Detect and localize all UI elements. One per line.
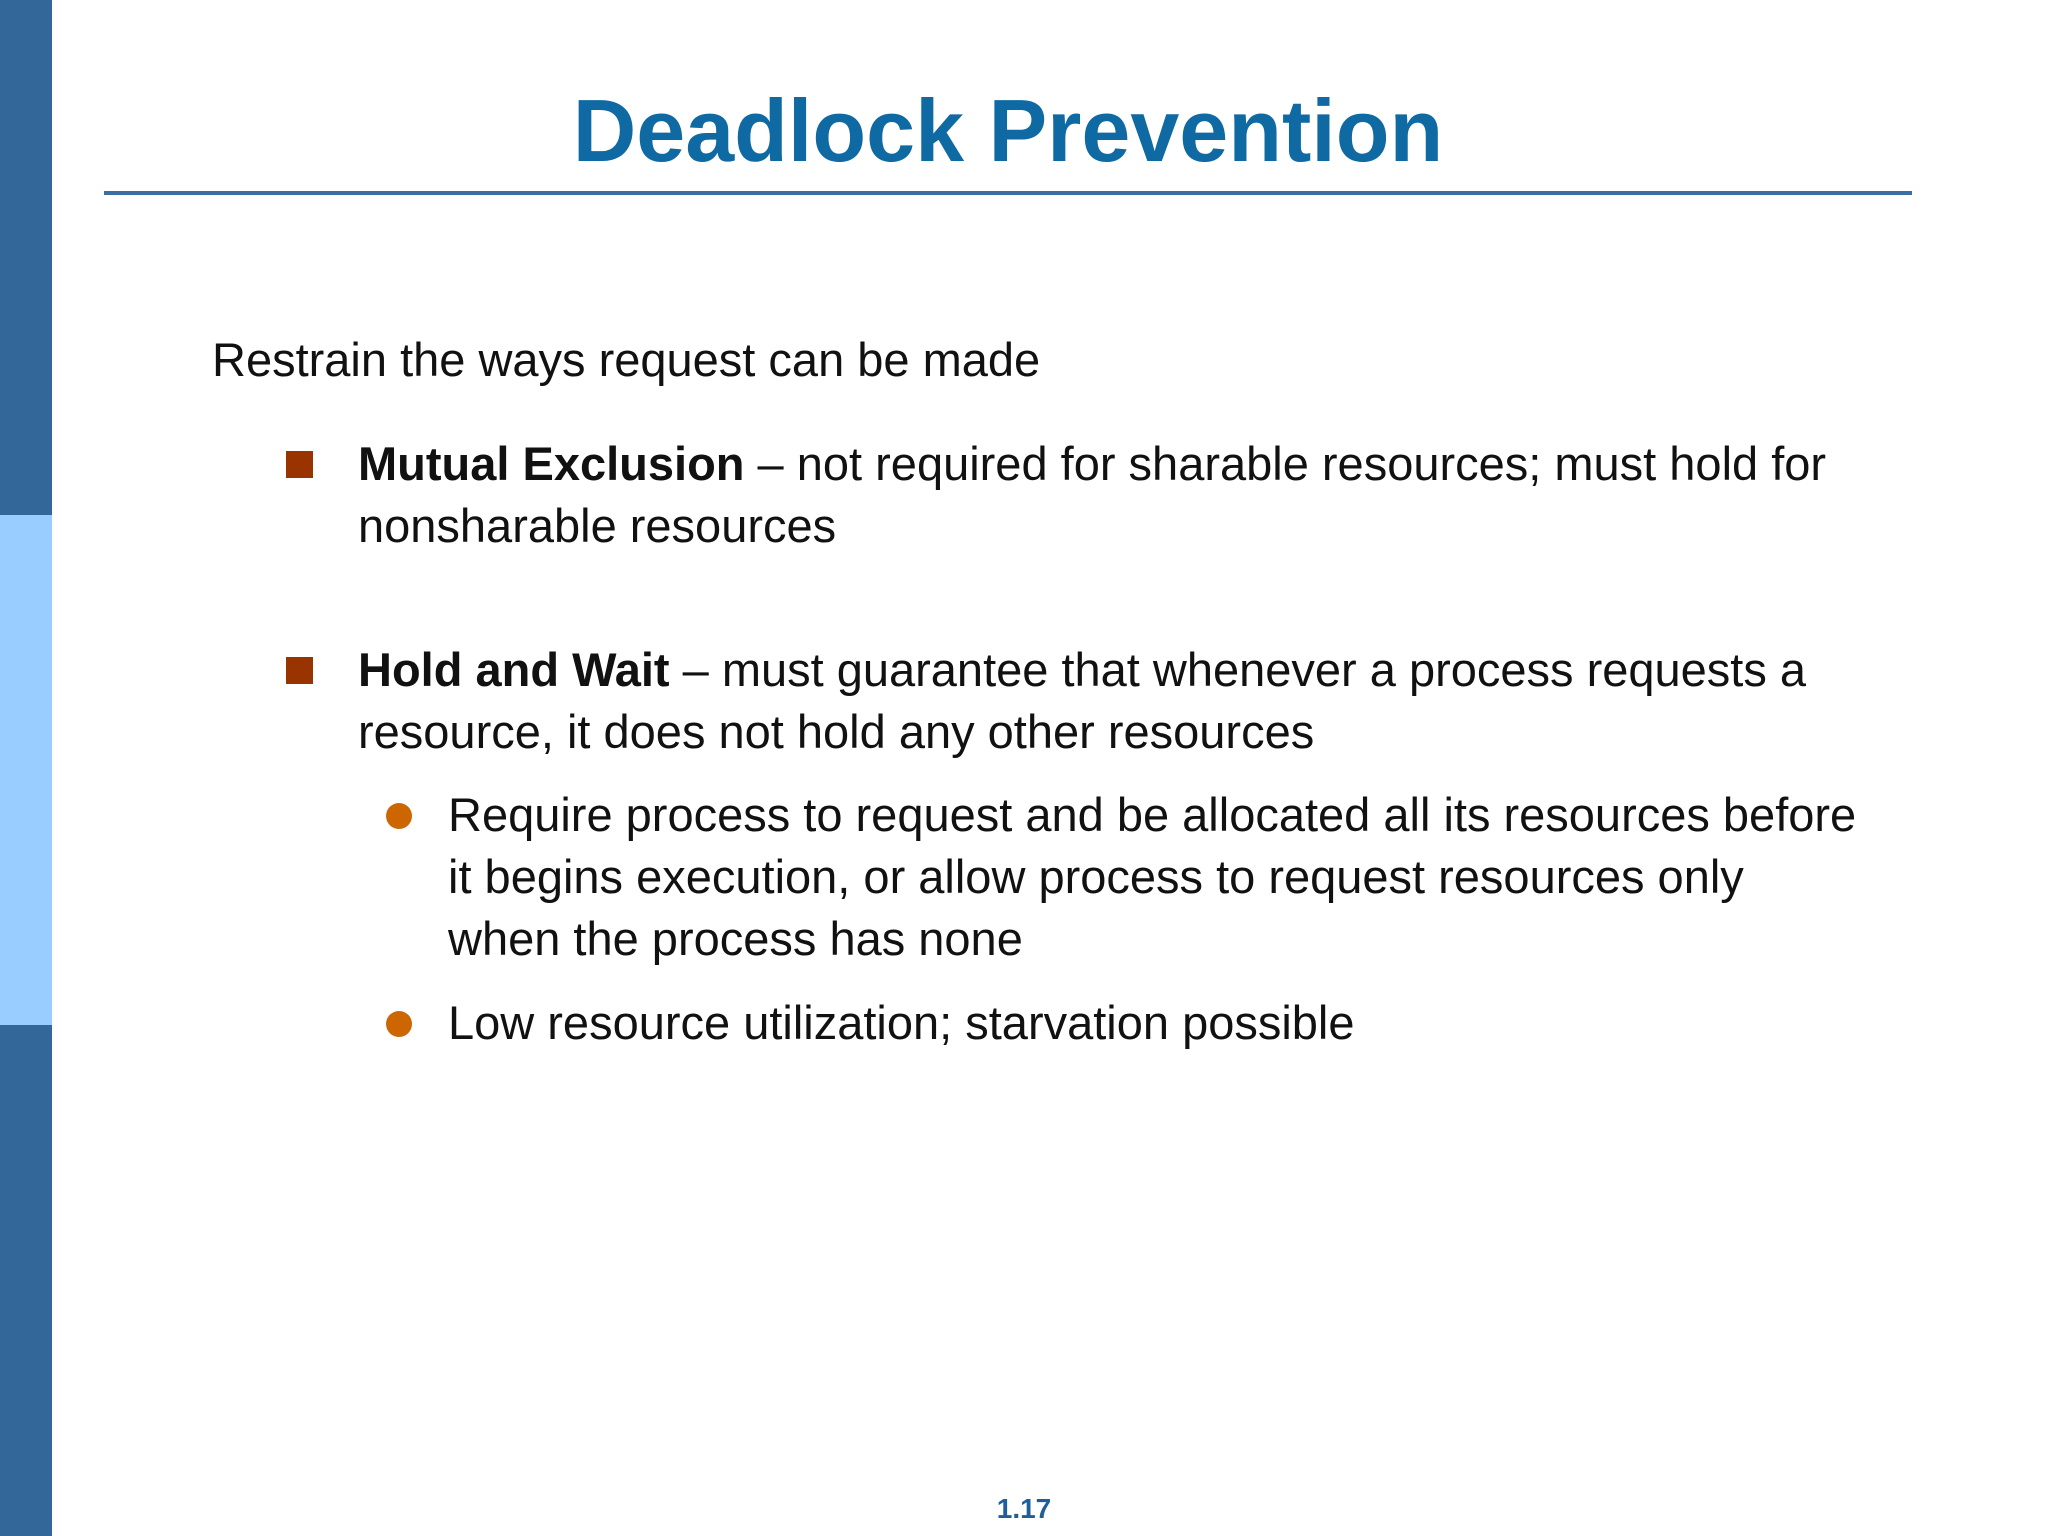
bullet-list bbox=[0, 433, 2048, 1076]
square-bullet-icon bbox=[286, 451, 313, 478]
bullet-hold-and-wait bbox=[0, 639, 1918, 763]
slide-title: Deadlock Prevention bbox=[572, 81, 1444, 180]
bullet-text: – must guarantee that whenever a process requests a resource, it does not hold any other resources bbox=[358, 643, 1807, 758]
bullet-text: – not required for sharable resources; must hold for nonsharable resources bbox=[358, 437, 1827, 552]
subbullet-require-allocation bbox=[0, 784, 1868, 970]
square-bullet-icon bbox=[286, 657, 313, 684]
bullet-mutual-exclusion bbox=[0, 433, 1918, 557]
sidebar-band-bottom bbox=[0, 1025, 52, 1536]
page-number: 1.17 bbox=[996, 1493, 1052, 1524]
round-bullet-icon bbox=[386, 803, 412, 829]
round-bullet-icon bbox=[386, 1011, 412, 1037]
subbullet-text: Require process to request and be allocated all its resources before it begins execution, or allow process to request resources only when the process has none bbox=[448, 788, 1857, 965]
bullet-term: Mutual Exclusion bbox=[358, 437, 745, 490]
subbullet-low-utilization bbox=[0, 992, 1868, 1054]
bullet-term: Hold and Wait bbox=[358, 643, 670, 696]
subbullet-text: Low resource utilization; starvation possible bbox=[448, 996, 1355, 1049]
title-divider bbox=[104, 191, 1912, 195]
intro-text: Restrain the ways request can be made bbox=[212, 333, 1041, 386]
